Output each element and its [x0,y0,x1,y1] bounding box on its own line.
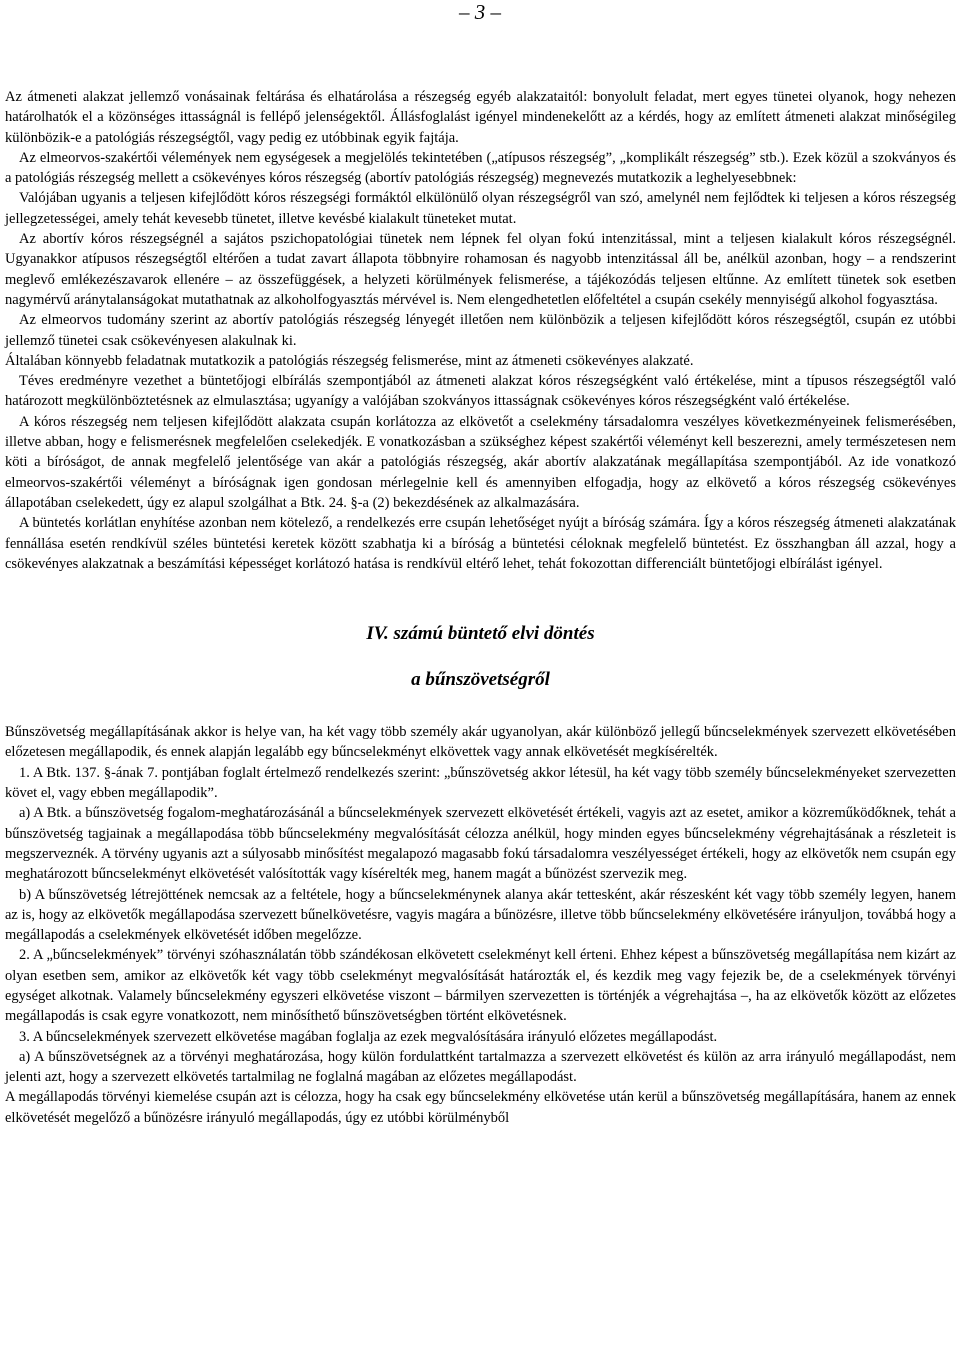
paragraph: a) A bűnszövetségnek az a törvényi meghatározása, hogy külön fordulattként tartalmazza a szervezett elkövetést és külön az arra irányuló megállapodást, nem jelenti azt, hogy a szervezett elkövetés tartalmilag ne foglalná magában az előzetes megállapodást. [5,1048,956,1086]
paragraph: A kóros részegség nem teljesen kifejlődött alakzata csupán korlátozza az elkövetőt a cselekmény társadalomra veszélyes következményeinek felismerésében, illetve abban, hogy e felismerésnek megfelelően cselekedjék. E vonatkozásban a szükséghez képest szakértői véleményt kell beszerezni, amely természetesen nem köti a bíróságot, de annak megfelelő jelentősége van akár a patológiás részegség, akár abortív alakzatának megállapítása szempontjából. Az ide vonatkozó elmeorvos-szakértői véleményt a bíróságnak igen gondosan mérlegelnie kell és amennyiben elfogadja, hogy az elkövető a kóros részegség csökevényes állapotában cselekedett, úgy ez alapul szolgálhat a Btk. 24. §-a (2) bekezdésének az alkalmazására. [5,413,956,511]
section-conspiracy [5,722,956,1128]
paragraph: Téves eredményre vezethet a büntetőjogi elbírálás szempontjából az átmeneti alakzat kóros részegségként való értékelése, mint a típusos részegségtől való határozott megkülönböztetésnek az elmulasztása; ugyanígy a valójában szokványos ittasságnak csökevényes kóros részegségként való értékelése. [5,373,956,410]
paragraph: Valójában ugyanis a teljesen kifejlődött kóros részegségi formáktól elkülönülő olyan részegségről van szó, amelynél nem fejlődtek ki teljesen a kóros részegség jellegzetességei, amely tehát kevesebb tünetet, illetve kevésbé kialakult tüneteket mutat. [5,190,956,227]
decision-subtitle: a bűnszövetségről [411,669,550,691]
paragraph: Az átmeneti alakzat jellemző vonásainak feltárása és elhatárolása a részegség egyéb alakzataitól: bonyolult feladat, mert egyes tünetei olyanok, hogy nehezen határolhatók el a közönséges ittasságnál is fellépő jelenségektől. Állásfoglalást igényel mindenekelőtt az a kérdés, hogy az említett átmeneti alakzat minőségileg különbözik-e a patológiás részegségtől, vagy pedig ez utóbbinak egyik fajtája. [5,89,956,146]
decision-title: IV. számú büntető elvi döntés [366,623,595,645]
paragraph: Bűnszövetség megállapításának akkor is helye van, ha két vagy több személy akár ugyanolyan, akár különböző jellegű bűncselekmények szervezett elkövetésében előzetesen megállapodik, és ennek alapján legalább egy bűncselekményt elkövettek vagy annak elkövetését megkísérelték. [5,724,956,761]
page-number: – 3 – [459,0,501,24]
document-body [5,87,956,1128]
paragraph: a) A Btk. a bűnszövetség fogalom-meghatározásánál a bűncselekmények szervezett elkövetését értékeli, vagyis azt az esetet, amikor a közreműködőknek, tehát a bűnszövetség tagjainak a megállapodása több bűncselekmény megvalósítását célozza anélkül, hogy minden egyes bűncselekmény végrehajtásának a részleteit is megszerveznék. A törvény ugyanis azt a súlyosabb minősítést megalapozó magasabb fokú társadalomra veszélyességet értékeli, hogy az elkövetők nem csupán egy meghatározott bűncselekményt elkövetését valósították vagy kísérelték meg, hanem magát a bűnözést szervezik meg. [5,805,956,883]
section-atypical-drunkenness [5,87,956,574]
paragraph: Az abortív kóros részegségnél a sajátos pszichopatológiai tünetek nem lépnek fel olyan fokú intenzitással, mint a teljesen kialakult kóros részegségnél. Ugyanakkor atípusos részegségtől eltérően a tudat zavart állapota többnyire rohamosan és nagyobb intenzitással áll be, anélkül azonban, hogy – a rendszerint meglevő emlékezészavarok ellenére – az összefüggések, a helyzeti körülmények felismerése, a tájékozódás teljesen eltűnne. Az említett tünetek sok esetben nagymérvű aránytalanságokat mutathatnak az alkoholfogyasztás mérvével is. Nem elengedhetetlen előfeltétel a csupán csekély mennyiségű alkohol fogyasztása. [5,231,956,308]
paragraph: 3. A bűncselekmények szervezett elkövetése magában foglalja az ezek megvalósítására irányuló előzetes megállapodást. [19,1028,718,1045]
paragraph: 2. A „bűncselekmények” törvényi szóhasználatán több szándékosan elkövetett cselekményt kell érteni. Ehhez képest a bűnszövetség megállapítása nem kizárt az olyan esetben sem, amikor az elkövetők két vagy több cselekményt megvalósítását határozták el, és kezdik meg vagy fejezik be, de a cselekmények törvényi egységet alkotnak. Valamely bűncselekmény egyszeri elkövetése viszont – bármilyen szervezetten is történjék a végrehajtása –, ha az elkövetők között az előzetes megállapodás is csak egyre vonatkozott, nem minősíthető bűnszövetségben történt elkövetésnek. [5,947,956,1025]
paragraph: A büntetés korlátlan enyhítése azonban nem kötelező, a rendelkezés erre csupán lehetőséget nyújt a bíróság számára. Így a kóros részegség átmeneti alakzatának fennállása esetén rendkívül széles büntetési keretek között szabhatja ki a bíróság a büntetési céloknak megfelelő büntetést. Ez összhangban áll azzal, hogy a csökevényes alakzatnak a beszámítási képességet korlátozó hatása is rendkívül eltérő lehet, tehát fokozottan differenciált büntetőjogi elbírálást igényel. [5,515,956,572]
paragraph: Az elmeorvos-szakértői vélemények nem egységesek a megjelölés tekintetében („atípusos részegség”, „komplikált részegség” stb.). Ezek közül a szokványos és a patológiás részegség mellett a csökevényes kóros részegség (abortív patológiás részegség) megnevezés mutatkozik a leghelyesebbnek: [5,149,956,187]
paragraph: 1. A Btk. 137. §-ának 7. pontjában foglalt értelmező rendelkezés szerint: „bűnszövetség akkor létesül, ha két vagy több személy bűncselekményeket szervezetten követ el, vagy ebben megállapodik”. [5,764,956,802]
paragraph: Az elmeorvos tudomány szerint az abortív patológiás részegség lényegét illetően nem különbözik a teljesen kifejlődött kóros részegségtől, csupán ez utóbbi jellemző tünetei csak csökevényesen alakulnak ki. [5,312,956,349]
paragraph: Általában könnyebb feladatnak mutatkozik a patológiás részegség felismerése, mint az átmeneti csökevényes alakzaté. [5,352,694,369]
paragraph: b) A bűnszövetség létrejöttének nemcsak az a feltétele, hogy a bűncselekménynek alanya akár tettesként, akár részesként két vagy több személy legyen, hanem az is, hogy az elkövetők megállapodása szervezett bűnelkövetésre, vagyis magára a bűnözésre, illetve több bűncselekmény elkövetésére irányuljon, továbbá hogy a megállapodás a cselekmények elkövetését időben megelőzze. [5,886,956,944]
paragraph: A megállapodás törvényi kiemelése csupán azt is célozza, hogy ha csak egy bűncselekmény elkövetése után kerül a bűnszövetség megállapítására, hanem az ennek elkövetését megelőző a bűnözésre irányuló megállapodás, úgy ez utóbbi körülményből [5,1089,956,1126]
